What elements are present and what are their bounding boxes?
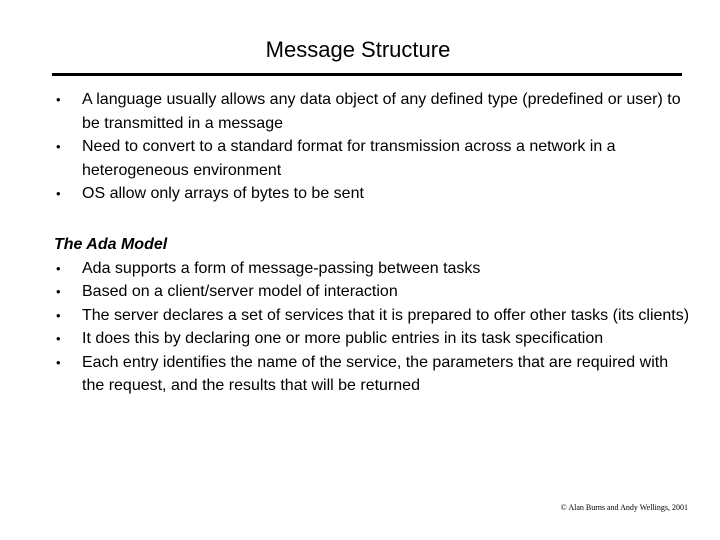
bullet-icon: • [56, 331, 61, 346]
bullet-text: It does this by declaring one or more public entries in its task specification [82, 330, 604, 347]
bullet-text: Ada supports a form of message-passing between tasks [82, 259, 481, 277]
title-divider [52, 73, 682, 76]
bullet-item [54, 280, 694, 304]
bullet-item [54, 304, 694, 328]
bullet-item [54, 351, 694, 398]
section-heading: The Ada Model [54, 236, 168, 253]
bullet-icon: • [56, 307, 61, 323]
bullet-item [54, 327, 694, 351]
ada-model-section [54, 233, 694, 398]
bullet-text: OS allow only arrays of bytes to be sent [82, 185, 364, 202]
bullet-text: The server declares a set of services that it is prepared to offer other tasks (its clients) [82, 306, 690, 324]
bullet-item [54, 257, 694, 281]
ada-bullet-list [54, 257, 694, 398]
intro-section [54, 88, 694, 206]
bullet-text: A language usually allows any data object of any defined type (predefined or user) to be transmitted in a message [82, 91, 681, 132]
bullet-item [54, 182, 694, 206]
bullet-text: Each entry identifies the name of the service, the parameters that are required with the request, and the results that will be returned [82, 353, 669, 394]
bullet-icon: • [56, 186, 61, 201]
bullet-icon: • [56, 354, 61, 370]
copyright-footer: © Alan Burns and Andy Wellings, 2001 [560, 503, 688, 512]
bullet-icon: • [56, 139, 61, 154]
bullet-item [54, 135, 694, 182]
bullet-icon: • [56, 260, 61, 276]
bullet-text: Need to convert to a standard format for transmission across a network in a heterogeneous environment [82, 138, 616, 179]
bullet-text: Based on a client/server model of interaction [82, 283, 398, 300]
slide-title: Message Structure [265, 37, 451, 62]
bullet-icon: • [56, 284, 61, 299]
bullet-icon: • [56, 92, 61, 107]
intro-bullet-list [54, 88, 694, 206]
bullet-item [54, 88, 694, 135]
